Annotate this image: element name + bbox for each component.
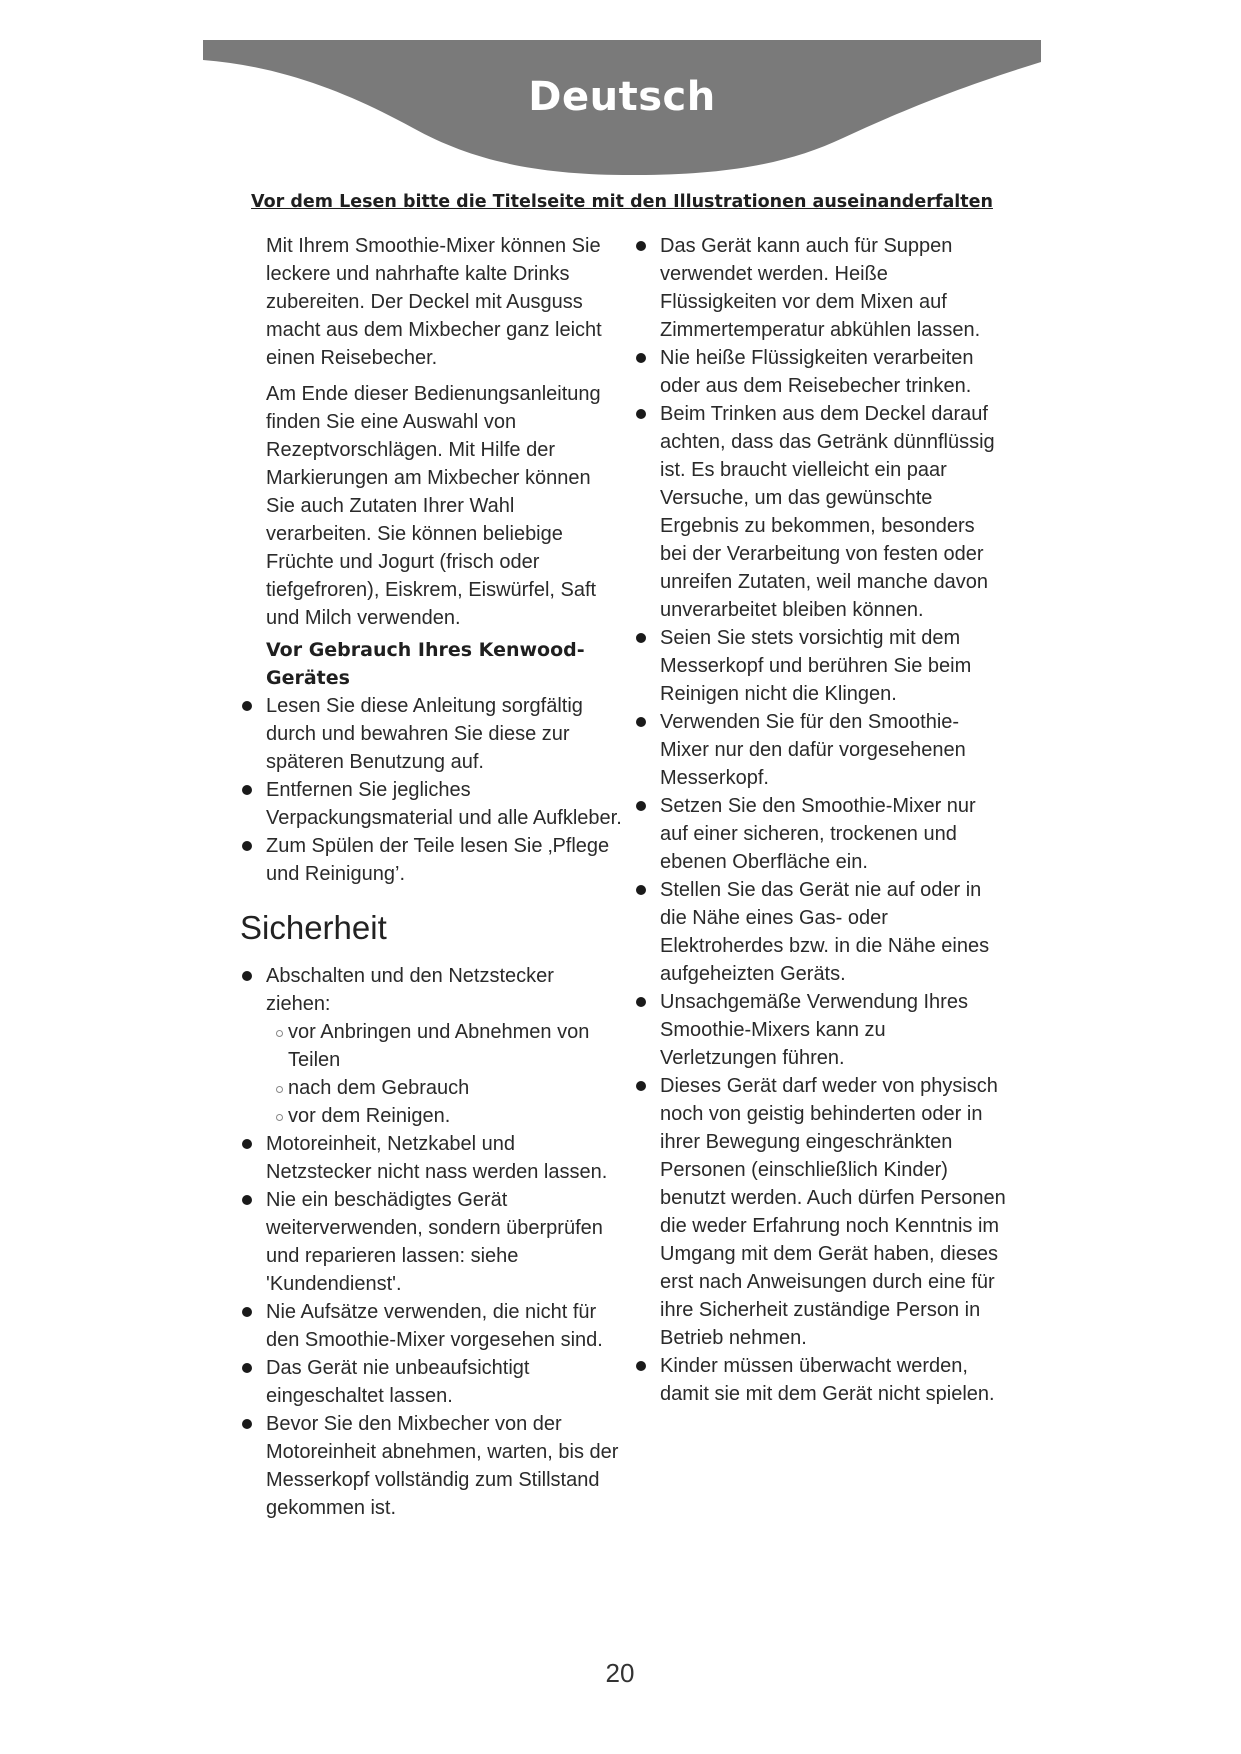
list-item: Entfernen Sie jegliches Verpackungsmaterial und alle Aufkleber. <box>242 776 622 832</box>
sub-list-item: nach dem Gebrauch <box>266 1074 622 1102</box>
list-item: Stellen Sie das Gerät nie auf oder in die Nähe eines Gas- oder Elektroherdes bzw. in die Nähe eines aufgeheizten Geräts. <box>636 876 1006 988</box>
list-item: Bevor Sie den Mixbecher von der Motoreinheit abnehmen, warten, bis der Messerkopf vollständig zum Stillstand gekommen ist. <box>242 1410 622 1522</box>
circle-bullet-icon <box>276 1086 283 1093</box>
list-item: Lesen Sie diese Anleitung sorgfältig durch und bewahren Sie diese zur späteren Benutzung auf. <box>242 692 622 776</box>
safety-list <box>242 962 622 1522</box>
sub-list-item: vor dem Reinigen. <box>266 1102 622 1130</box>
list-item: Abschalten und den Netzstecker ziehen: vor Anbringen und Abnehmen von Teilen nach dem Gebrauch vor dem Reinigen. <box>242 962 622 1130</box>
left-column <box>242 232 622 1522</box>
list-item: Das Gerät nie unbeaufsichtigt eingeschaltet lassen. <box>242 1354 622 1410</box>
list-item: Seien Sie stets vorsichtig mit dem Messerkopf und berühren Sie beim Reinigen nicht die Klingen. <box>636 624 1006 708</box>
before-use-list <box>242 692 622 888</box>
bullet-icon <box>636 241 646 251</box>
list-item: Motoreinheit, Netzkabel und Netzstecker nicht nass werden lassen. <box>242 1130 622 1186</box>
sub-list <box>266 1018 622 1130</box>
list-item: Unsachgemäße Verwendung Ihres Smoothie-Mixers kann zu Verletzungen führen. <box>636 988 1006 1072</box>
safety-list-continued <box>636 232 1006 1408</box>
list-item: Nie heiße Flüssigkeiten verarbeiten oder aus dem Reisebecher trinken. <box>636 344 1006 400</box>
bullet-icon <box>636 633 646 643</box>
bullet-icon <box>242 701 252 711</box>
bullet-icon <box>636 997 646 1007</box>
bullet-icon <box>636 409 646 419</box>
section-title: Sicherheit <box>240 909 387 946</box>
circle-bullet-icon <box>276 1114 283 1121</box>
bullet-icon <box>636 717 646 727</box>
intro-paragraph: Am Ende dieser Bedienungsanleitung finden Sie eine Auswahl von Rezeptvorschlägen. Mit Hilfe der Markierungen am Mixbecher können Sie auch Zutaten Ihrer Wahl verarbeiten. Sie können beliebige Früchte und Jogurt (frisch oder tiefgefroren), Eiskrem, Eiswürfel, Saft und Milch verwenden. <box>266 383 601 629</box>
list-item: Nie Aufsätze verwenden, die nicht für den Smoothie-Mixer vorgesehen sind. <box>242 1298 622 1354</box>
intro-paragraph: Mit Ihrem Smoothie-Mixer können Sie leckere und nahrhafte kalte Drinks zubereiten. Der Deckel mit Ausguss macht aus dem Mixbecher ganz leicht einen Reisebecher. <box>266 235 602 369</box>
bullet-icon <box>242 1195 252 1205</box>
list-item: Beim Trinken aus dem Deckel darauf achten, dass das Getränk dünnflüssig ist. Es braucht vielleicht ein paar Versuche, um das gewünschte Ergebnis zu bekommen, besonders bei der Verarbeitung von festen oder unreifen Zutaten, weil manche davon unverarbeitet bleiben können. <box>636 400 1006 624</box>
list-item: Nie ein beschädigtes Gerät weiterverwenden, sondern überprüfen und reparieren lassen: siehe 'Kundendienst'. <box>242 1186 622 1298</box>
bullet-icon <box>242 1307 252 1317</box>
bullet-icon <box>242 1139 252 1149</box>
before-use-heading: Vor Gebrauch Ihres Kenwood-Gerätes <box>266 639 585 689</box>
right-column <box>636 232 1006 1408</box>
bullet-icon <box>242 841 252 851</box>
page-number: 20 <box>605 1658 635 1688</box>
bullet-icon <box>636 885 646 895</box>
sub-list-item: vor Anbringen und Abnehmen von Teilen <box>266 1018 622 1074</box>
list-item: Das Gerät kann auch für Suppen verwendet werden. Heiße Flüssigkeiten vor dem Mixen auf Zimmertemperatur abkühlen lassen. <box>636 232 1006 344</box>
bullet-icon <box>636 801 646 811</box>
list-item: Kinder müssen überwacht werden, damit sie mit dem Gerät nicht spielen. <box>636 1352 1006 1408</box>
bullet-icon <box>242 785 252 795</box>
list-item: Verwenden Sie für den Smoothie-Mixer nur den dafür vorgesehenen Messerkopf. <box>636 708 1006 792</box>
bullet-icon <box>242 1363 252 1373</box>
language-title: Deutsch <box>528 74 716 120</box>
list-item: Dieses Gerät darf weder von physisch noch von geistig behinderten oder in ihrer Bewegung eingeschränkten Personen (einschließlich Kinder) benutzt werden. Auch dürfen Personen die weder Erfahrung noch Kenntnis im Umgang mit dem Gerät haben, dieses erst nach Anweisungen durch eine für ihre Sicherheit zuständige Person in Betrieb nehmen. <box>636 1072 1006 1352</box>
bullet-icon <box>242 1419 252 1429</box>
bullet-icon <box>242 971 252 981</box>
bullet-icon <box>636 1081 646 1091</box>
list-item: Setzen Sie den Smoothie-Mixer nur auf einer sicheren, trockenen und ebenen Oberfläche ein. <box>636 792 1006 876</box>
bullet-icon <box>636 1361 646 1371</box>
list-item: Zum Spülen der Teile lesen Sie ‚Pflege und Reinigung’. <box>242 832 622 888</box>
circle-bullet-icon <box>276 1030 283 1037</box>
unfold-notice: Vor dem Lesen bitte die Titelseite mit den Illustrationen auseinanderfalten <box>251 192 993 212</box>
bullet-icon <box>636 353 646 363</box>
